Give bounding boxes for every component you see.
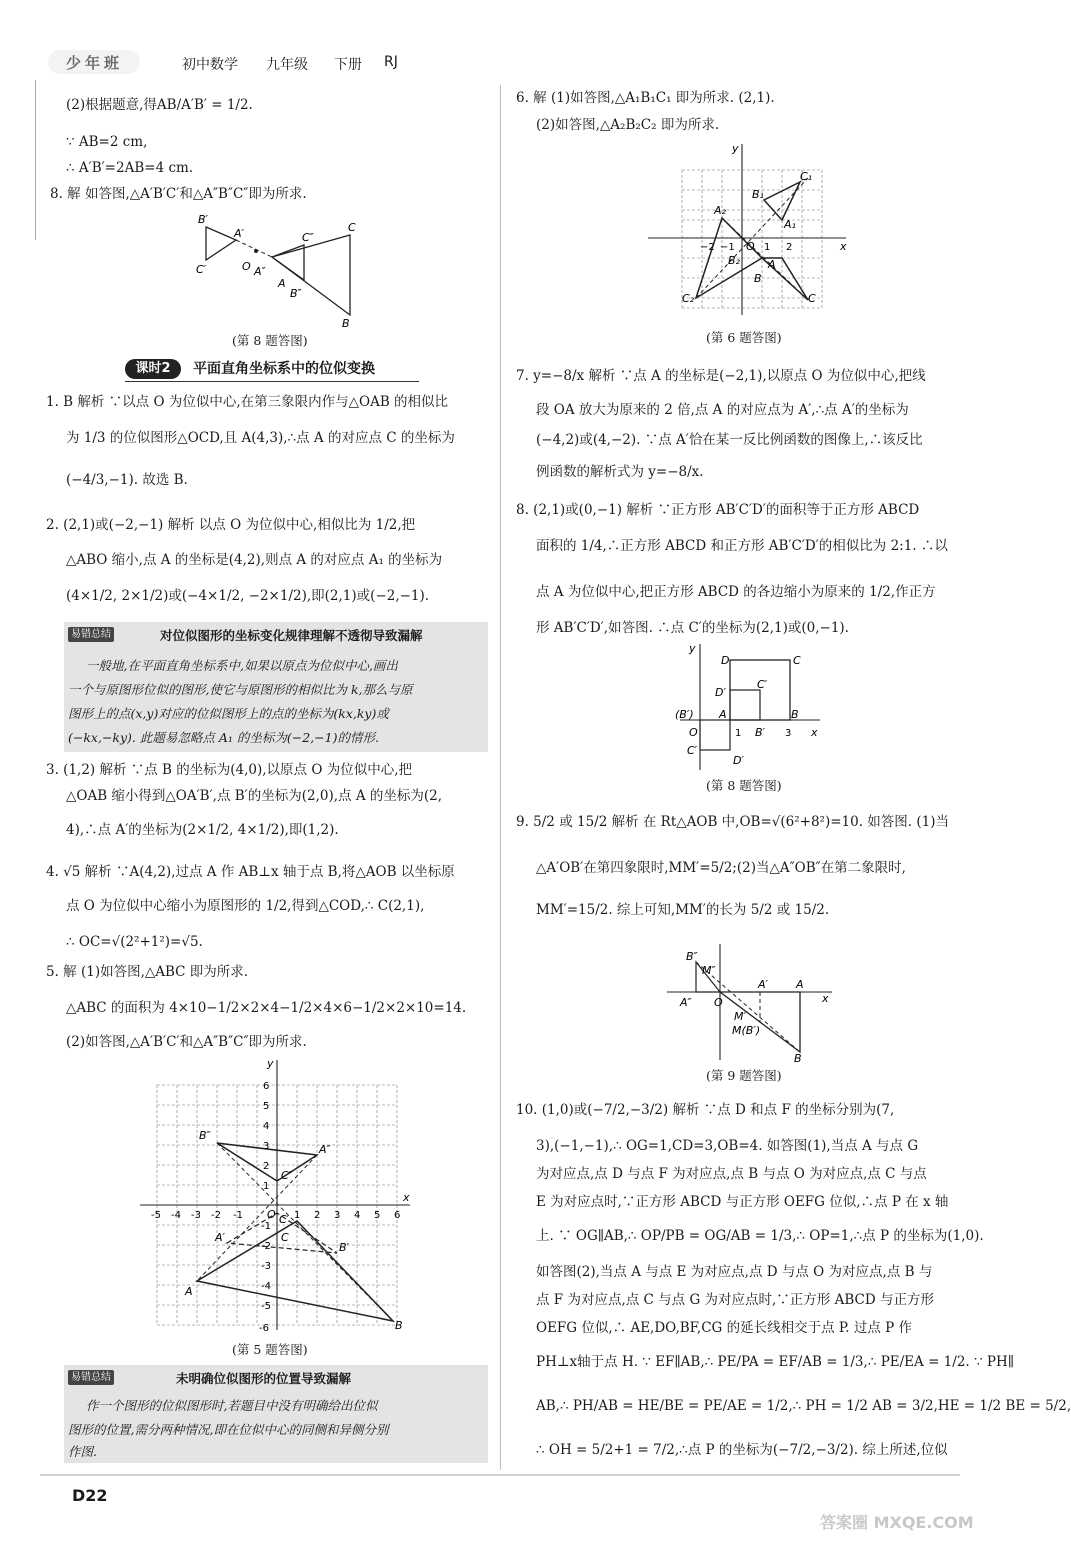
- q7-line-2: 段 OA 放大为原来的 2 倍,点 A 的对应点为 A′,∴点 A′的坐标为: [536, 402, 909, 418]
- label-xm4: -4: [171, 1210, 181, 1221]
- q4-line-2: 点 O 为位似中心缩小为原图形的 1/2,得到△COD,∴ C(2,1),: [66, 898, 425, 914]
- q8-line-3: 点 A 为位似中心,把正方形 ABCD 的各边缩小为原来的 1/2,作正方: [536, 584, 936, 600]
- label-c: C: [348, 221, 356, 234]
- label-y2: 2: [263, 1161, 270, 1172]
- left-line-1: (2)根据题意,得AB/A′B′ = 1/2.: [66, 97, 253, 113]
- label-x5: 5: [374, 1210, 381, 1221]
- box1-line-2: 一个与原图形位似的图形,使它与原图形的相似比为 k,那么与原: [68, 682, 413, 697]
- label-b-prime-paren: (B′): [675, 708, 694, 721]
- label-m-prime: M′: [734, 1010, 746, 1023]
- label-c-dprime: C″: [281, 1169, 293, 1182]
- label-ym6: -6: [259, 1323, 269, 1334]
- triangle-abc: [197, 1221, 393, 1321]
- q10-line-4: E 为对应点时,∵正方形 ABCD 与正方形 OEFG 位似,∴点 P 在 x 轴: [536, 1194, 949, 1210]
- box2-line-1: 作一个图形的位似图形时,若题目中没有明确给出位似: [86, 1398, 378, 1413]
- label-xm3: -3: [191, 1210, 201, 1221]
- left-line-2: ∵ AB=2 cm,: [66, 134, 148, 150]
- label-x2: 2: [314, 1210, 321, 1221]
- q4-line-3: ∴ OC=√(2²+1²)=√5.: [66, 934, 203, 950]
- q7-line-4: 例函数的解析式为 y=−8/x.: [536, 464, 704, 480]
- box1-heading: 对位似图形的坐标变化规律理解不透彻导致漏解: [160, 628, 423, 643]
- q9-line-3: MM′=15/2. 综上可知,MM′的长为 5/2 或 15/2.: [536, 902, 830, 918]
- q5-line-1: 5. 解 (1)如答图,△ABC 即为所求.: [46, 964, 249, 980]
- label-d-prime: D′: [715, 686, 726, 699]
- q10-line-6: 如答图(2),当点 A 与点 E 为对应点,点 D 与点 O 为对应点,点 B 与: [536, 1264, 933, 1280]
- label-1: 1: [735, 728, 742, 739]
- q10-line-10: AB,∴ PH/AB = HE/BE = PE/AE = 1/2,∴ PH = 1/2 AB = 3/2,HE = 1/2 BE = 5/2,: [536, 1398, 1071, 1414]
- label-x2: 2: [786, 242, 793, 253]
- label-o: O: [746, 240, 755, 253]
- label-a-dprime: A″: [319, 1143, 331, 1156]
- figure-5: [135, 1055, 415, 1335]
- label-o: O: [714, 996, 723, 1009]
- figure-8-caption: (第 8 题答图): [232, 333, 308, 348]
- triangle-a1b1c1: [206, 227, 236, 260]
- center-line: [236, 240, 272, 257]
- header-term: 下册: [334, 57, 362, 73]
- label-b-prime: B′: [198, 213, 209, 226]
- label-x: x: [840, 240, 847, 253]
- header-edition: RJ: [384, 54, 398, 70]
- label-x4: 4: [354, 1210, 361, 1221]
- label-y: y: [732, 142, 739, 155]
- label-c-prime: C′: [196, 263, 207, 276]
- lesson-tag: 课时2: [125, 359, 181, 379]
- label-b2: B₂: [728, 254, 740, 267]
- triangle-a2b2c2: [272, 245, 304, 280]
- q10-line-3: 为对应点,点 D 与点 F 为对应点,点 B 与点 O 为对应点,点 C 与点: [536, 1166, 927, 1182]
- left-line-3: ∴ A′B′=2AB=4 cm.: [66, 160, 194, 176]
- label-b: B: [395, 1319, 403, 1332]
- label-y3: 3: [263, 1141, 270, 1152]
- header-subject: 初中数学: [182, 57, 238, 73]
- q5-line-2: △ABC 的面积为 4×10−1/2×2×4−1/2×4×6−1/2×2×10=14.: [66, 1000, 467, 1016]
- label-b: B: [794, 1052, 802, 1065]
- label-x: x: [822, 992, 829, 1005]
- header-grade: 九年级: [266, 57, 308, 73]
- watermark: 答案圈 MXQE.COM: [820, 1513, 974, 1532]
- label-m-b-prime: M(B′): [732, 1024, 761, 1037]
- q7-line-1: 7. y=−8/x 解析 ∵点 A 的坐标是(−2,1),以原点 O 为位似中心,把线: [516, 368, 926, 384]
- column-divider: [500, 85, 501, 1470]
- label-a2: A₂: [714, 204, 726, 217]
- label-c-prime-2: C′: [687, 744, 698, 757]
- label-a: A: [719, 708, 727, 721]
- box2-line-2: 图形的位置,需分两种情况,即在位似中心的同侧和异侧分别: [68, 1422, 389, 1437]
- label-c: C: [793, 654, 801, 667]
- q4-line-1: 4. √5 解析 ∵A(4,2),过点 A 作 AB⊥x 轴于点 B,将△AOB 以坐标原: [46, 864, 455, 880]
- triangle-abc: [272, 235, 350, 315]
- q7-line-3: (−4,2)或(4,−2). ∵点 A′恰在某一反比例函数的图像上,∴该反比: [536, 432, 923, 448]
- square-lower: [700, 720, 730, 750]
- q10-line-8: OEFG 位似,∴ AE,DO,BF,CG 的延长线相交于点 P. 过点 P 作: [536, 1320, 913, 1336]
- label-c1: C₁: [800, 170, 813, 183]
- label-ym2: -2: [261, 1241, 271, 1252]
- label-y6: 6: [263, 1081, 270, 1092]
- label-d: D: [721, 654, 730, 667]
- lesson-banner: [125, 359, 419, 382]
- footer-rule: [40, 1474, 960, 1476]
- label-b: B: [754, 272, 762, 285]
- box1-line-1: 一般地,在平面直角坐标系中,如果以原点为位似中心,画出: [86, 658, 398, 673]
- box1-tag: 易错总结: [68, 627, 114, 642]
- label-ym5: -5: [261, 1301, 271, 1312]
- label-x6: 6: [394, 1210, 401, 1221]
- label-x1: 1: [764, 242, 771, 253]
- label-y: y: [689, 642, 696, 655]
- label-x3: 3: [334, 1210, 341, 1221]
- label-b-dprime: B″: [290, 287, 302, 300]
- point-o: [254, 249, 258, 253]
- label-a1: A₁: [784, 218, 796, 231]
- label-b-dprime: B″: [686, 950, 698, 963]
- label-a: A: [185, 1285, 193, 1298]
- figure-9-caption: (第 9 题答图): [706, 1068, 782, 1083]
- label-o: O: [689, 726, 698, 739]
- label-b1: B₁: [752, 188, 764, 201]
- q10-line-1: 10. (1,0)或(−7/2,−3/2) 解析 ∵点 D 和点 F 的坐标分别为(7,: [516, 1102, 895, 1118]
- q10-line-5: 上. ∵ OG∥AB,∴ OP/PB = OG/AB = 1/3,∴ OP=1,∴点 P 的坐标为(1,0).: [536, 1228, 984, 1244]
- q9-line-1: 9. 5/2 或 15/2 解析 在 Rt△AOB 中,OB=√(6²+8²)=10. 如答图. (1)当: [516, 814, 949, 830]
- q6-line-2: (2)如答图,△A₂B₂C₂ 即为所求.: [536, 117, 720, 133]
- q8-line-1: 8. (2,1)或(0,−1) 解析 ∵正方形 AB′C′D′的面积等于正方形 ABCD: [516, 502, 920, 518]
- q1-line-1: 1. B 解析 ∵以点 O 为位似中心,在第三象限内作与△OAB 的相似比: [46, 394, 449, 410]
- label-xm2: -2: [211, 1210, 221, 1221]
- figure-8-right: [675, 640, 825, 775]
- label-a: A: [768, 258, 776, 271]
- q6-line-1: 6. 解 (1)如答图,△A₁B₁C₁ 即为所求. (2,1).: [516, 90, 775, 106]
- label-x: x: [811, 726, 818, 739]
- q10-line-11: ∴ OH = 5/2+1 = 7/2,∴点 P 的坐标为(−7/2,−3/2). 综上所述,位似: [536, 1442, 948, 1458]
- label-o: O: [242, 260, 251, 273]
- label-a-prime: A′: [758, 978, 769, 991]
- q5-line-3: (2)如答图,△A′B′C′和△A″B″C″即为所求.: [66, 1034, 307, 1050]
- label-a-dprime: A″: [254, 265, 266, 278]
- label-a: A: [796, 978, 804, 991]
- label-a-prime: A′: [234, 227, 245, 240]
- left-margin-rule: [35, 80, 36, 240]
- label-ym1: -1: [261, 1221, 271, 1232]
- box2-tag: 易错总结: [68, 1370, 114, 1385]
- label-a: A: [278, 277, 286, 290]
- box1-line-4: (−kx,−ky). 此题易忽略点 A₁ 的坐标为(−2,−1)的情形.: [68, 730, 379, 745]
- label-y4: 4: [263, 1121, 270, 1132]
- q8-line-4: 形 AB′C′D′,如答图. ∴点 C′的坐标为(2,1)或(0,−1).: [536, 620, 849, 636]
- page-number: D22: [72, 1486, 108, 1505]
- label-xm5: -5: [151, 1210, 161, 1221]
- label-d-prime-2: D′: [733, 754, 744, 767]
- figure-8-left: [190, 205, 370, 330]
- box1-line-3: 图形上的点(x,y)对应的位似图形上的点的坐标为(kx,ky)或: [68, 706, 389, 721]
- label-b: B: [342, 317, 350, 330]
- q9-line-2: △A′OB′在第四象限时,MM′=5/2;(2)当△A″OB″在第二象限时,: [536, 860, 906, 876]
- label-xm1: -1: [233, 1210, 243, 1221]
- label-xm1: −1: [720, 242, 735, 253]
- q2-line-3: (4×1/2, 2×1/2)或(−4×1/2, −2×1/2),即(2,1)或(−2,−1).: [66, 588, 430, 604]
- left-line-4: 8. 解 如答图,△A′B′C′和△A″B″C″即为所求.: [50, 186, 307, 202]
- q1-line-3: (−4/3,−1). 故选 B.: [66, 472, 188, 488]
- label-xm2: −2: [700, 242, 715, 253]
- figure-9: [662, 940, 842, 1065]
- label-a-dprime: A″: [680, 996, 692, 1009]
- figure-6-caption: (第 6 题答图): [706, 330, 782, 345]
- label-c-prime: C′: [757, 678, 768, 691]
- brand-name: 少年班: [66, 54, 124, 72]
- q10-line-9: PH⊥x轴于点 H. ∵ EF∥AB,∴ PE/PA = EF/AB = 1/3,∴ PE/EA = 1/2. ∵ PH∥: [536, 1354, 1014, 1370]
- q3-line-1: 3. (1,2) 解析 ∵点 B 的坐标为(4,0),以原点 O 为位似中心,把: [46, 762, 412, 778]
- label-3: 3: [785, 728, 792, 739]
- figure-6: [648, 140, 853, 320]
- label-y: y: [267, 1057, 274, 1070]
- page-header: [40, 44, 480, 80]
- label-x: x: [403, 1191, 410, 1204]
- label-c: C: [281, 1231, 289, 1244]
- q3-line-3: 4),∴点 A′的坐标为(2×1/2, 4×1/2),即(1,2).: [66, 822, 339, 838]
- q1-line-2: 为 1/3 的位似图形△OCD,且 A(4,3),∴点 A 的对应点 C 的坐标为: [66, 430, 455, 446]
- label-ym4: -4: [261, 1281, 271, 1292]
- label-x1: 1: [294, 1210, 301, 1221]
- label-c-dprime: C″: [302, 231, 314, 244]
- label-a-prime: A′: [215, 1231, 226, 1244]
- label-b-dprime: B″: [199, 1129, 211, 1142]
- label-y1: 1: [263, 1181, 270, 1192]
- lesson-title: 平面直角坐标系中的位似变换: [193, 361, 375, 377]
- label-b-prime: B′: [755, 726, 766, 739]
- q10-line-7: 点 F 为对应点,点 C 与点 G 为对应点时,∵正方形 ABCD 与正方形: [536, 1292, 934, 1308]
- label-y5: 5: [263, 1101, 270, 1112]
- label-ym3: -3: [261, 1261, 271, 1272]
- q3-line-2: △OAB 缩小得到△OA′B′,点 B′的坐标为(2,0),点 A 的坐标为(2,: [66, 788, 443, 804]
- label-b-prime: B′: [339, 1241, 350, 1254]
- label-o: O: [267, 1208, 276, 1221]
- figure-5-caption: (第 5 题答图): [232, 1342, 308, 1357]
- label-m-dprime: M″: [702, 964, 716, 977]
- square-ab1c1d1: [730, 690, 760, 720]
- label-c-prime: C′: [279, 1213, 290, 1226]
- q2-line-2: △ABO 缩小,点 A 的坐标是(4,2),则点 A 的对应点 A₁ 的坐标为: [66, 552, 443, 568]
- figure-8-right-caption: (第 8 题答图): [706, 778, 782, 793]
- label-c2: C₂: [682, 292, 695, 305]
- label-b: B: [791, 708, 799, 721]
- q2-line-1: 2. (2,1)或(−2,−1) 解析 以点 O 为位似中心,相似比为 1/2,把: [46, 517, 416, 533]
- q8-line-2: 面积的 1/4,∴正方形 ABCD 和正方形 AB′C′D′的相似比为 2:1. ∴以: [536, 538, 948, 554]
- label-c: C: [808, 292, 816, 305]
- box2-line-3: 作图.: [68, 1444, 97, 1459]
- box2-heading: 未明确位似图形的位置导致漏解: [176, 1371, 352, 1386]
- q10-line-2: 3),(−1,−1),∴ OG=1,CD=3,OB=4. 如答图(1),当点 A 与点 G: [536, 1138, 919, 1154]
